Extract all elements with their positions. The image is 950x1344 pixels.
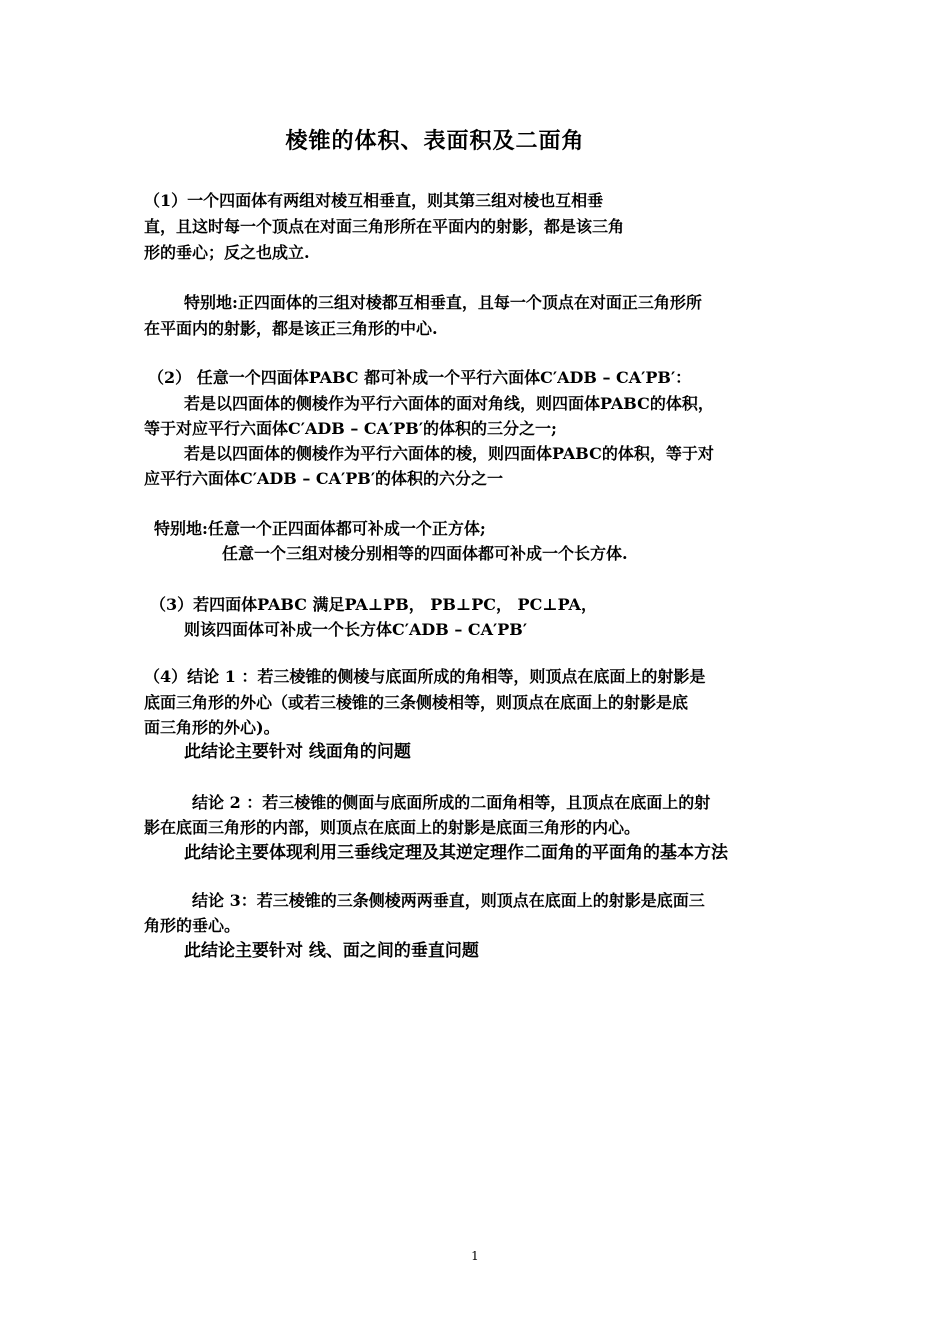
conclusion-1-line-1: （4）结论 1 ：若三棱锥的侧棱与底面所成的角相等，则顶点在底面上的射影是 (144, 667, 706, 686)
conclusion-3-line-1: 结论 3：若三棱锥的三条侧棱两两垂直，则顶点在底面上的射影是底面三 (192, 891, 705, 910)
para-2-line-2: 若是以四面体的侧棱作为平行六面体的面对角线，则四面体PABC的体积， (184, 394, 714, 413)
para-1-line-2: 直，且这时每一个顶点在对面三角形所在平面内的射影，都是该三角 (144, 217, 625, 236)
special-note-2-line-1: 特别地:任意一个正四面体都可补成一个正方体; (154, 519, 486, 538)
conclusion-3-line-2: 角形的垂心。 (144, 916, 241, 935)
page-number: 1 (471, 1249, 479, 1263)
para-2-line-1: （2） 任意一个四面体PABC 都可补成一个平行六面体C′ADB – CA′PB′： (148, 368, 692, 387)
conclusion-1-line-3: 面三角形的外心)。 (144, 718, 280, 737)
para-3-line-2: 则该四面体可补成一个长方体C′ADB – CA′PB′ (184, 620, 528, 639)
para-1-line-1: （1）一个四面体有两组对棱互相垂直，则其第三组对棱也互相垂 (144, 191, 604, 210)
conclusion-2-note: 此结论主要体现利用三垂线定理及其逆定理作二面角的平面角的基本方法 (184, 843, 728, 863)
conclusion-2-line-2: 影在底面三角形的内部，则顶点在底面上的射影是底面三角形的内心。 (144, 818, 641, 837)
conclusion-3-note: 此结论主要针对 线、面之间的垂直问题 (184, 941, 479, 961)
para-3-line-1: （3）若四面体PABC 满足PA⊥PB， PB⊥PC， PC⊥PA， (150, 595, 597, 614)
para-2-line-5: 应平行六面体C′ADB – CA′PB′的体积的六分之一 (144, 469, 504, 488)
conclusion-1-line-2: 底面三角形的外心（或若三棱锥的三条侧棱相等，则顶点在底面上的射影是底 (144, 693, 689, 712)
para-2-line-4: 若是以四面体的侧棱作为平行六面体的棱，则四面体PABC的体积，等于对 (184, 444, 714, 463)
para-1-line-3: 形的垂心；反之也成立. (144, 243, 310, 262)
document-title: 棱锥的体积、表面积及二面角 (285, 128, 585, 154)
special-note-2-line-2: 任意一个三组对棱分别相等的四面体都可补成一个长方体. (222, 544, 628, 563)
special-note-1-line-2: 在平面内的射影，都是该正三角形的中心. (144, 319, 438, 338)
para-2-line-3: 等于对应平行六面体C′ADB – CA′PB′的体积的三分之一; (144, 419, 557, 438)
conclusion-1-note: 此结论主要针对 线面角的问题 (184, 742, 411, 762)
conclusion-2-line-1: 结论 2 ：若三棱锥的侧面与底面所成的二面角相等，且顶点在底面上的射 (192, 793, 711, 812)
special-note-1-line-1: 特别地:正四面体的三组对棱都互相垂直，且每一个顶点在对面正三角形所 (184, 293, 702, 312)
